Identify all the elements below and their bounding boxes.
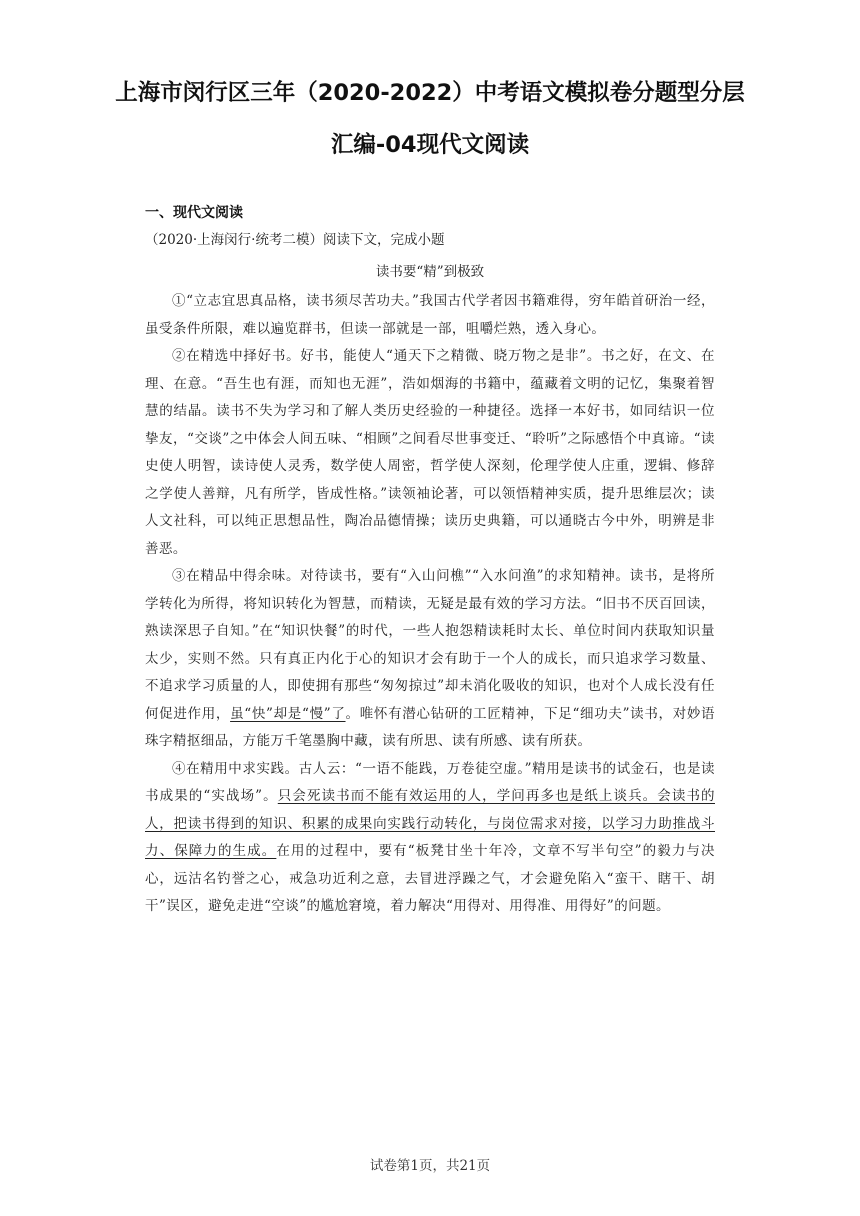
document-title-line-1: 上海市闵行区三年（2020-2022）中考语文模拟卷分题型分层 bbox=[115, 80, 745, 106]
document-title-line-2: 汇编-04现代文阅读 bbox=[330, 132, 530, 158]
page-footer: 试卷第1页，共21页 bbox=[369, 1158, 491, 1174]
article-title: 读书要“精”到极致 bbox=[375, 264, 485, 280]
question-source: （2020·上海闵行·统考二模）阅读下文，完成小题 bbox=[145, 232, 445, 248]
paragraph-4-text-b: 在用的过程中，要有“板凳甘坐十年冷，文章不写半句空”的毅力与决心，远沽名钓誉之心，戒急功近利之意，去冒进浮躁之气，才会避免陷入“蛮干、瞎干、胡干”误区，避免走进“空谈”的尴尬窘境，着力解决“用得对、用得准、用得好”的问题。 bbox=[145, 843, 715, 914]
paragraph-2: ②在精选中择好书。好书，能使人“通天下之精微、晓万物之是非”。书之好，在文、在理、在意。“吾生也有涯，而知也无涯”，浩如烟海的书籍中，蕴藏着文明的记忆，集聚着智慧的结晶。读书不失为学习和了解人类历史经验的一种捷径。选择一本好书，如同结识一位挚友，“交谈”之中体会人间五味、“相顾”之间看尽世事变迁、“聆听”之际感悟个中真谛。“读史使人明智，读诗使人灵秀，数学使人周密，哲学使人深刻，伦理学使人庄重，逻辑、修辞之学使人善辩，凡有所学，皆成性格。”读领袖论著，可以领悟精神实质，提升思维层次；读人文社科，可以纯正思想品性，陶冶品德情操；读历史典籍，可以通晓古今中外，明辨是非善恶。 bbox=[145, 348, 715, 557]
section-heading: 一、现代文阅读 bbox=[145, 205, 243, 221]
paragraph-3-underlined-text: 虽“快”却是“慢”了 bbox=[230, 705, 346, 722]
paragraph-1: ①“立志宜思真品格，读书须尽苦功夫。”我国古代学者因书籍难得，穷年皓首研治一经，虽受条件所限，难以遍览群书，但读一部就是一部，咀嚼烂熟，透入身心。 bbox=[145, 293, 715, 337]
paragraph-4-text-a: ④在精用中求实践。古人云：“一语不能践，万卷徒空虚。”精用是读书的试金石，也是读书成果的“实战场”。 bbox=[145, 760, 715, 804]
article-body bbox=[145, 288, 715, 921]
paragraph-3 bbox=[145, 563, 715, 756]
paragraph-4 bbox=[145, 756, 715, 921]
paragraph-4-underlined-text: 只会死读书而不能有效运用的人，学问再多也是纸上谈兵。会读书的人，把读书得到的知识、积累的成果向实践行动转化，与岗位需求对接，以学习力助推战斗力、保障力的生成。 bbox=[145, 788, 715, 859]
paragraph-3-text-a: ③在精品中得余味。对待读书，要有“入山问樵”“入水问渔”的求知精神。读书，是将所学转化为所得，将知识转化为智慧，而精读，无疑是最有效的学习方法。“旧书不厌百回读，熟读深思子自知。”在“知识快餐”的时代，一些人抱怨精读耗时太长、单位时间内获取知识量太少，实则不然。只有真正内化于心的知识才会有助于一个人的成长，而只追求学习数量、不追求学习质量的人，即使拥有那些“匆匆掠过”却未消化吸收的知识，也对个人成长没有任何促进作用， bbox=[145, 568, 715, 722]
paragraph-3-text-b: 。唯怀有潜心钻研的工匠精神，下足“细功夫”读书，对妙语珠字精抠细品，方能万千笔墨胸中藏，读有所思、读有所感、读有所获。 bbox=[145, 705, 716, 749]
